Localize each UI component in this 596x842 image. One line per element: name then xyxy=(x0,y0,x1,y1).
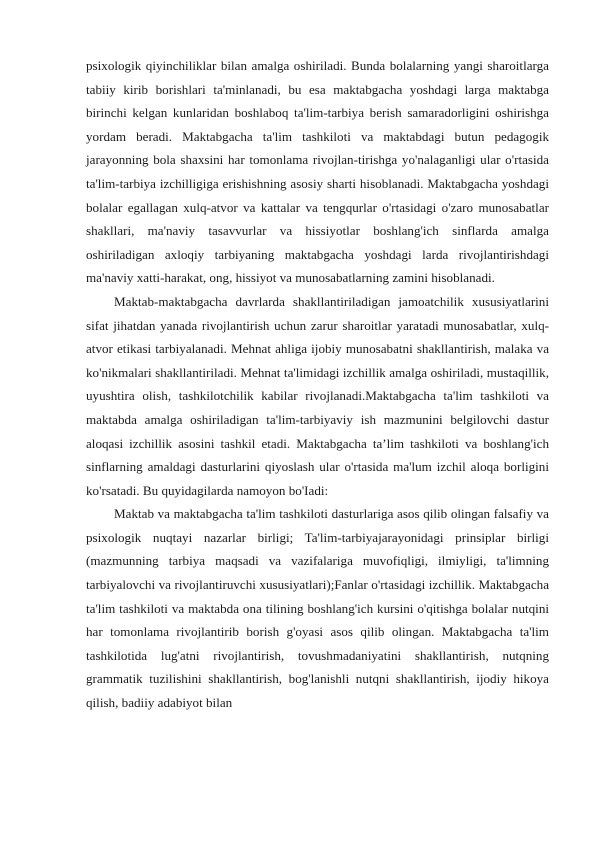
paragraph-3: Maktab va maktabgacha ta'lim tashkiloti dasturlariga asos qilib olingan falsafiy va psixologik nuqtayi nazarlar birligi; Ta'lim-tarbiyajarayonidagi prinsiplar birligi (mazmunning tarbiya maqsadi va vazifalariga muvofiqligi, ilmiyligi, ta'limning tarbiyalovchi va rivojlantiruvchi xususiyatlari);Fanlar o'rtasidagi izchillik. Maktabgacha ta'lim tashkiloti va maktabda ona tilining boshlang'ich kursini o'qitishga bolalar nutqini har tomonlama rivojlantirib borish g'oyasi asos qilib olingan. Maktabgacha ta'lim tashkilotida lug'atni rivojlantirish, tovushmadaniyatini shakllantirish, nutqning grammatik tuzilishini shakllantirish, bog'lanishli nutqni shakllantirish, ijodiy hikoya qilish, badiiy adabiyot bilan xyxy=(86,506,549,711)
paragraph-1: psixologik qiyinchiliklar bilan amalga oshiriladi. Bunda bolalarning yangi sharoitlarga tabiiy kirib borishlari ta'minlanadi, bu esa maktabgacha yoshdagi larga maktabga birinchi kelgan kunlaridan boshlaboq ta'lim-tarbiya berish samaradorligini oshirishga yordam beradi. Maktabgacha ta'lim tashkiloti va maktabdagi butun pedagogik jarayonning bola shaxsini har tomonlama rivojlan-tirishga yo'nalaganligi ular o'rtasida ta'lim-tarbiya izchilligiga erishishning asosiy sharti hisoblanadi. Maktabgacha yoshdagi bolalar egallagan xulq-atvor va kattalar va tengqurlar o'rtasidagi o'zaro munosabatlar shakllari, ma'naviy tasavvurlar va hissiyotlar boshlang'ich sinflarda amalga oshiriladigan axloqiy tarbiyaning maktabgacha yoshdagi larda rivojlantirishdagi ma'naviy xatti-harakat, ong, hissiyot va munosabatlarning zamini hisoblanadi. xyxy=(86,58,549,286)
paragraph-2: Maktab-maktabgacha davrlarda shakllantiriladigan jamoatchilik xususiyatlarini sifat jihatdan yanada rivojlantirish uchun zarur sharoitlar yaratadi munosabatlar, xulq-atvor etikasi tarbiyalanadi. Mehnat ahliga ijobiy munosabatni shakllantirish, malaka va ko'nikmalari shakllantiriladi. Mehnat ta'limidagi izchillik amalga oshiriladi, mustaqillik, uyushtira olish, tashkilotchilik kabilar rivojlanadi.Maktabgacha ta'lim tashkiloti va maktabda amalga oshiriladigan ta'lim-tarbiyaviy ish mazmunini belgilovchi dastur aloqasi izchillik asosini tashkil etadi. Maktabgacha ta’lim tashkiloti va boshlang'ich sinflarning amaldagi dasturlarini qiyoslash ular o'rtasida ma'lum izchil aloqa borligini ko'rsatadi. Bu quyidagilarda namoyon bo'Iadi: xyxy=(86,293,549,498)
document-body xyxy=(86,54,549,715)
